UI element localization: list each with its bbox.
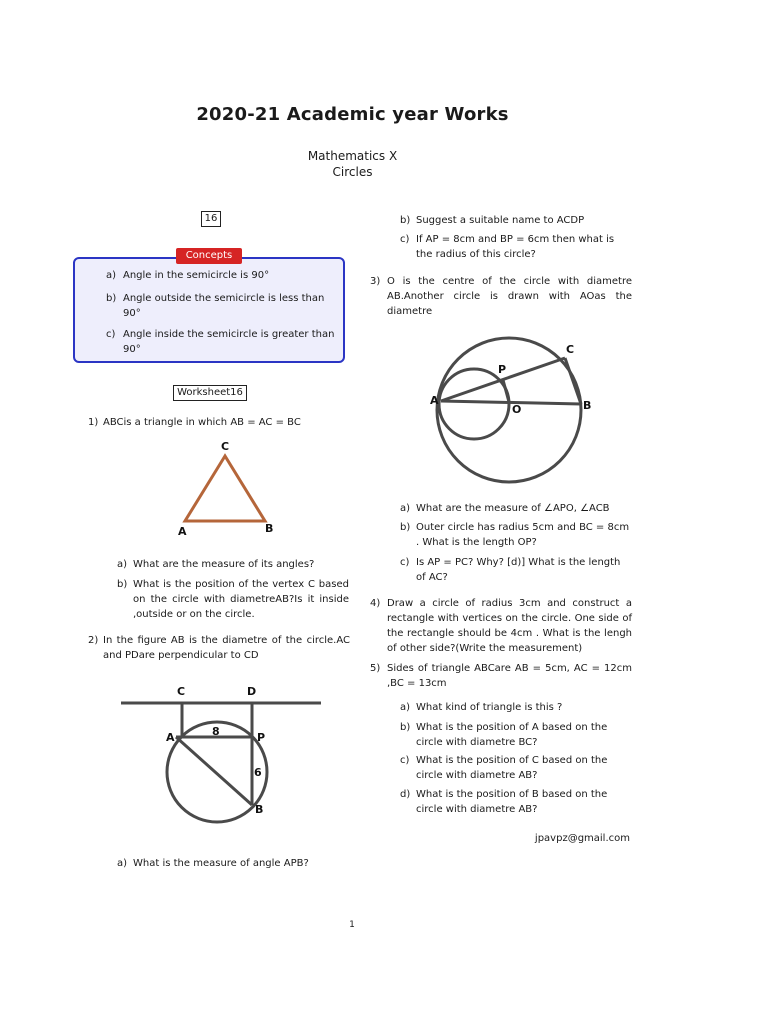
question-text: ABCis a triangle in which AB = AC = BC xyxy=(103,417,301,428)
point-c-label: C xyxy=(177,685,186,698)
question-4 xyxy=(370,596,632,656)
concept-item-label: b) xyxy=(106,293,117,304)
question-text: Sides of triangle ABCare AB = 5cm, AC = 12cm ,BC = 13cm xyxy=(387,663,632,689)
part-label: b) xyxy=(117,579,128,590)
part-label: d) xyxy=(400,789,411,800)
concept-item xyxy=(106,291,336,321)
question-part xyxy=(400,501,632,516)
point-p-label: P xyxy=(257,731,266,744)
part-text: If AP = 8cm and BP = 6cm then what is the radius of this circle? xyxy=(416,234,615,260)
question-part xyxy=(400,720,632,750)
concept-item-label: a) xyxy=(106,270,117,281)
concept-item-label: c) xyxy=(106,329,116,340)
question-number: 5) xyxy=(370,663,381,674)
question-part xyxy=(400,232,632,262)
part-text: Is AP = PC? Why? [d)] What is the length of AC? xyxy=(416,557,621,583)
part-label: a) xyxy=(117,858,128,869)
point-c-label: C xyxy=(566,343,575,356)
page-box-number: 16 xyxy=(201,211,221,227)
question-part xyxy=(400,753,632,783)
concept-item xyxy=(106,268,336,283)
question-part xyxy=(117,856,349,871)
part-text: What is the position of the vertex C based on the circle with diametreAB?Is it inside ,outside or on the circle. xyxy=(133,579,349,620)
part-text: What are the measure of its angles? xyxy=(133,559,315,570)
point-p-label: P xyxy=(498,363,507,376)
question-part xyxy=(400,787,632,817)
question-part xyxy=(117,557,349,572)
question-number: 1) xyxy=(88,417,99,428)
concept-item xyxy=(106,327,336,357)
part-label: b) xyxy=(400,522,411,533)
part-label: c) xyxy=(400,755,410,766)
point-a-label: A xyxy=(430,394,439,407)
diameter-ab xyxy=(441,401,581,404)
question-text: Draw a circle of radius 3cm and construct a rectangle with vertices on the circle. One side of the rectangle should be 4cm . What is the lengh of other side?(Write the measurement) xyxy=(387,598,632,654)
circle-rectangle-diagram xyxy=(115,684,330,824)
question-text: In the figure AB is the diametre of the circle.AC and PDare perpendicular to CD xyxy=(103,635,350,661)
vertex-b-label: B xyxy=(265,522,274,535)
part-text: What is the position of C based on the circle with diametre AB? xyxy=(416,755,608,781)
chord-cb xyxy=(565,358,581,404)
part-text: What is the measure of angle APB? xyxy=(133,858,309,869)
vertex-c-label: C xyxy=(221,440,230,453)
concept-item-text: Angle outside the semicircle is less than 90° xyxy=(123,293,325,319)
vertex-a-label: A xyxy=(178,525,187,538)
point-o-label: O xyxy=(512,403,522,416)
part-label: a) xyxy=(400,503,411,514)
part-label: a) xyxy=(117,559,128,570)
question-part xyxy=(400,700,632,715)
part-text: Outer circle has radius 5cm and BC = 8cm . What is the length OP? xyxy=(416,522,630,548)
question-text: O is the centre of the circle with diametre AB.Another circle is drawn with AOas the diametre xyxy=(387,276,632,317)
length-pb-label: 6 xyxy=(254,766,262,779)
point-b-label: B xyxy=(255,803,264,816)
point-d-label: D xyxy=(247,685,257,698)
part-text: What kind of triangle is this ? xyxy=(416,702,563,713)
concept-item-text: Angle in the semicircle is 90° xyxy=(123,270,270,281)
question-number: 4) xyxy=(370,598,381,609)
part-label: b) xyxy=(400,215,411,226)
equilateral-triangle xyxy=(185,456,265,521)
question-number: 2) xyxy=(88,635,99,646)
question-2 xyxy=(88,633,350,663)
page-number: 1 xyxy=(349,920,355,930)
question-part xyxy=(400,520,632,550)
concept-item-text: Angle inside the semicircle is greater than 90° xyxy=(123,329,335,355)
question-1 xyxy=(88,415,348,430)
triangle-diagram xyxy=(170,438,285,538)
part-text: What is the position of A based on the circle with diametre BC? xyxy=(416,722,608,748)
question-3 xyxy=(370,274,632,319)
diameter-ab xyxy=(176,737,252,805)
question-part xyxy=(400,213,632,228)
part-label: c) xyxy=(400,557,410,568)
length-ap-label: 8 xyxy=(212,725,220,738)
page-title: 2020-21 Academic year Works xyxy=(196,104,509,125)
question-number: 3) xyxy=(370,276,381,287)
part-text: What is the position of B based on the circle with diametre AB? xyxy=(416,789,608,815)
two-circles-diagram xyxy=(425,330,605,492)
part-text: Suggest a suitable name to ACDP xyxy=(416,215,585,226)
subject-label: Mathematics X xyxy=(307,149,398,163)
topic-label: Circles xyxy=(332,165,373,179)
part-label: b) xyxy=(400,722,411,733)
part-label: a) xyxy=(400,702,411,713)
part-label: c) xyxy=(400,234,410,245)
point-a-label: A xyxy=(166,731,175,744)
question-5 xyxy=(370,661,632,691)
part-text: What are the measure of ∠APO, ∠ACB xyxy=(416,503,610,514)
point-b-label: B xyxy=(583,399,592,412)
question-part xyxy=(117,577,349,622)
author-email: jpavpz@gmail.com xyxy=(534,833,630,844)
concepts-tag: Concepts xyxy=(176,248,242,264)
question-part xyxy=(400,555,632,585)
worksheet-label: Worksheet16 xyxy=(173,385,247,401)
